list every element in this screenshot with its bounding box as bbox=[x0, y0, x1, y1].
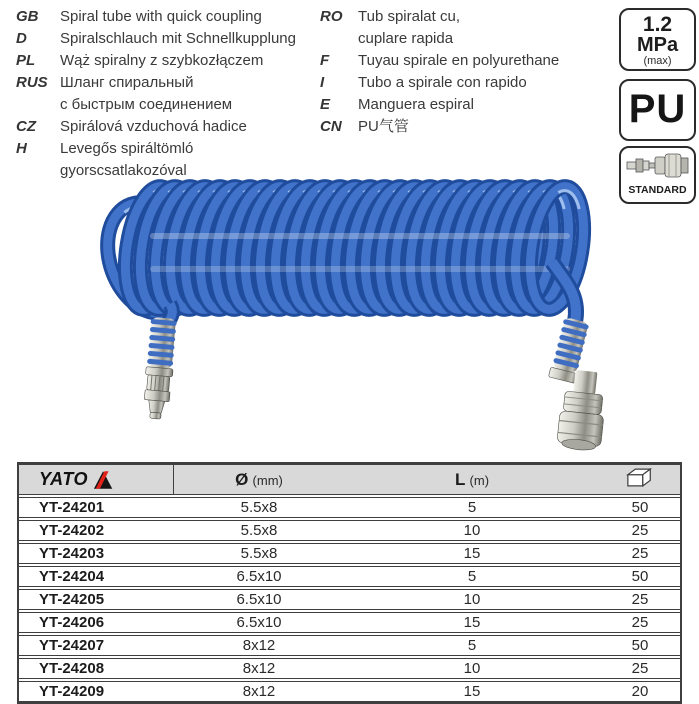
lang-entry-gb bbox=[16, 6, 316, 28]
qty-value: 25 bbox=[600, 658, 680, 679]
qty-value: 25 bbox=[600, 520, 680, 541]
length-value: 15 bbox=[344, 543, 600, 564]
lang-text: Tubo a spirale con rapido bbox=[358, 74, 527, 91]
lang-text: Tuyau spirale en polyurethane bbox=[358, 52, 560, 69]
table-row bbox=[19, 658, 680, 679]
lang-text: с быстрым соединением bbox=[60, 96, 233, 113]
product-code: YT-24208 bbox=[19, 658, 174, 679]
diameter-value: 5.5x8 bbox=[174, 520, 344, 541]
diameter-value: 6.5x10 bbox=[174, 566, 344, 587]
qty-value: 50 bbox=[600, 497, 680, 518]
product-code: YT-24204 bbox=[19, 566, 174, 587]
lang-text: cuplare rapida bbox=[358, 30, 454, 47]
pressure-unit: MPa bbox=[636, 34, 679, 56]
hose-coil bbox=[118, 183, 592, 313]
packaging-header bbox=[600, 464, 680, 495]
lang-label: CN bbox=[320, 118, 342, 135]
lang-label: CZ bbox=[16, 118, 36, 135]
table-row bbox=[19, 589, 680, 610]
product-code: YT-24203 bbox=[19, 543, 174, 564]
lang-text: Spiral tube with quick coupling bbox=[60, 8, 262, 25]
length-value: 10 bbox=[344, 589, 600, 610]
product-code: YT-24209 bbox=[19, 681, 174, 702]
product-code: YT-24201 bbox=[19, 497, 174, 518]
lang-label: GB bbox=[16, 8, 39, 25]
table-row bbox=[19, 635, 680, 656]
table-row bbox=[19, 543, 680, 564]
qty-value: 50 bbox=[600, 635, 680, 656]
qty-value: 50 bbox=[600, 566, 680, 587]
lang-text: Шланг спиральный bbox=[60, 74, 194, 91]
lang-text: Spiralschlauch mit Schnellkupplung bbox=[60, 30, 296, 47]
lang-label: F bbox=[320, 52, 330, 69]
pressure-value: 1.2 bbox=[642, 13, 673, 36]
descriptions-right bbox=[320, 6, 610, 138]
qty-value: 25 bbox=[600, 543, 680, 564]
diameter-value: 6.5x10 bbox=[174, 589, 344, 610]
standard-label: STANDARD bbox=[628, 184, 687, 196]
product-code: YT-24207 bbox=[19, 635, 174, 656]
length-value: 15 bbox=[344, 681, 600, 702]
lang-label: H bbox=[16, 140, 27, 157]
lang-label: D bbox=[16, 30, 27, 47]
lang-text: Tub spiralat cu, bbox=[358, 8, 460, 25]
quick-coupler bbox=[556, 369, 608, 452]
lang-entry-rus bbox=[16, 72, 316, 116]
spec-table bbox=[17, 462, 682, 704]
lang-label: RUS bbox=[16, 74, 48, 91]
box-icon bbox=[626, 467, 654, 488]
lang-text: Wąż spiralny z szybkozłączem bbox=[60, 52, 264, 69]
yato-logo-icon bbox=[93, 471, 115, 489]
lang-label: PL bbox=[16, 52, 36, 69]
lang-text: PU气管 bbox=[358, 118, 409, 135]
lang-label: E bbox=[320, 96, 331, 113]
table-row bbox=[19, 520, 680, 541]
qty-value: 20 bbox=[600, 681, 680, 702]
diameter-value: 8x12 bbox=[174, 658, 344, 679]
diameter-value: 5.5x8 bbox=[174, 543, 344, 564]
male-plug-fitting bbox=[142, 317, 178, 420]
lang-label: RO bbox=[320, 8, 343, 25]
diameter-header: Ø (mm) bbox=[174, 464, 344, 495]
table-row bbox=[19, 497, 680, 518]
lang-entry-pl bbox=[16, 50, 316, 72]
product-code: YT-24206 bbox=[19, 612, 174, 633]
diameter-value: 6.5x10 bbox=[174, 612, 344, 633]
length-value: 15 bbox=[344, 612, 600, 633]
qty-value: 25 bbox=[600, 612, 680, 633]
material-badge bbox=[619, 79, 696, 141]
length-value: 5 bbox=[344, 635, 600, 656]
lang-entry-i bbox=[320, 72, 610, 94]
lang-entry-d bbox=[16, 28, 316, 50]
lang-text: Spirálová vzduchová hadice bbox=[60, 118, 247, 135]
qty-value: 25 bbox=[600, 589, 680, 610]
lang-text: Manguera espiral bbox=[358, 96, 474, 113]
pressure-badge bbox=[619, 8, 696, 71]
lang-entry-cn bbox=[320, 116, 610, 138]
lang-entry-cz bbox=[16, 116, 316, 138]
lang-label: I bbox=[320, 74, 325, 91]
length-value: 5 bbox=[344, 566, 600, 587]
table-header-row bbox=[19, 464, 680, 495]
length-value: 10 bbox=[344, 520, 600, 541]
product-code: YT-24205 bbox=[19, 589, 174, 610]
lang-text: Levegős spiráltömló bbox=[60, 140, 194, 157]
pressure-qualifier: (max) bbox=[643, 55, 672, 67]
product-code: YT-24202 bbox=[19, 520, 174, 541]
diameter-value: 8x12 bbox=[174, 681, 344, 702]
table-row bbox=[19, 566, 680, 587]
table-row bbox=[19, 612, 680, 633]
lang-entry-ro bbox=[320, 6, 610, 50]
lang-text: gyorscsatlakozóval bbox=[60, 162, 187, 179]
descriptions-left bbox=[16, 6, 316, 182]
material-label: PU bbox=[628, 87, 687, 131]
lang-entry-f bbox=[320, 50, 610, 72]
product-image bbox=[0, 170, 699, 462]
length-header: L (m) bbox=[344, 464, 600, 495]
lang-entry-e bbox=[320, 94, 610, 116]
yato-logo-text: YATO bbox=[39, 469, 89, 489]
length-value: 10 bbox=[344, 658, 600, 679]
brand-cell bbox=[19, 464, 174, 495]
diameter-value: 8x12 bbox=[174, 635, 344, 656]
diameter-value: 5.5x8 bbox=[174, 497, 344, 518]
length-value: 5 bbox=[344, 497, 600, 518]
